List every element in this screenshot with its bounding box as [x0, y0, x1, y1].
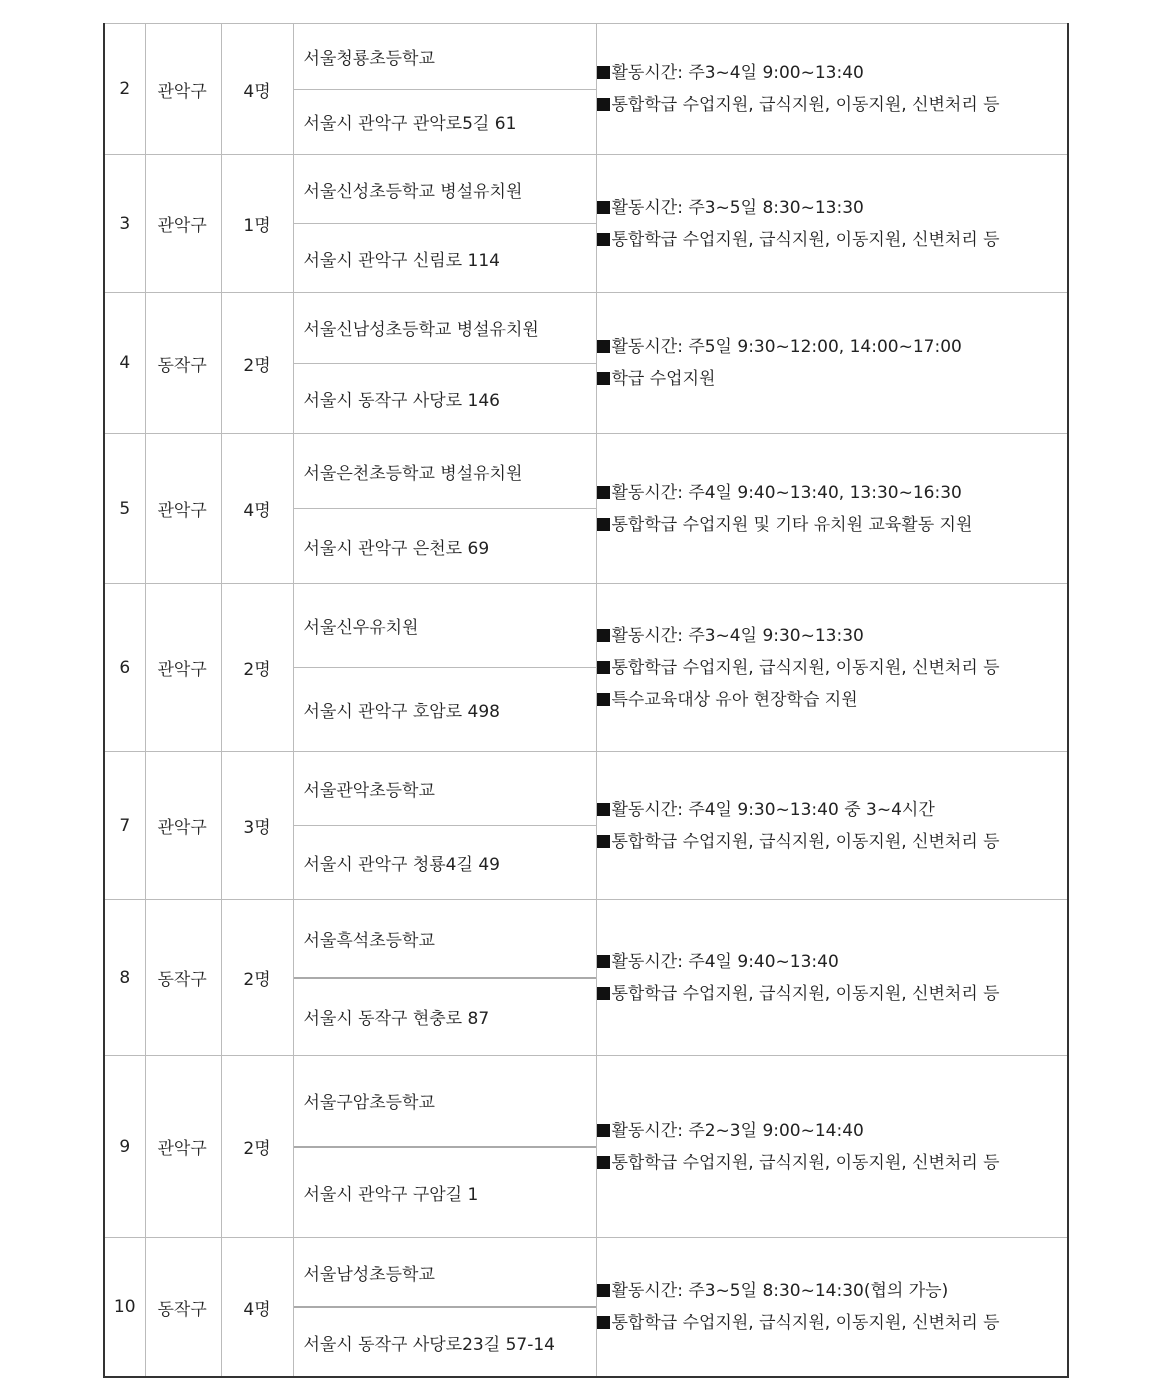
school-address: 서울시 관악구 신림로 114 — [303, 250, 500, 271]
school-cell — [293, 1056, 596, 1238]
square-bullet-icon — [597, 233, 610, 246]
staff-count: 3명 — [221, 752, 293, 900]
detail-line — [597, 224, 1068, 256]
detail-text: 활동시간: 주3~4일 9:30~13:30 — [611, 625, 864, 646]
school-cell — [293, 24, 596, 155]
detail-text: 통합학급 수업지원, 급식지원, 이동지원, 신변처리 등 — [611, 831, 1000, 852]
square-bullet-icon — [597, 693, 610, 706]
school-name: 서울은천초등학교 병설유치원 — [294, 434, 596, 509]
activity-details — [596, 24, 1068, 155]
school-address: 서울시 관악구 청룡4길 49 — [303, 855, 500, 875]
square-bullet-icon — [597, 661, 610, 674]
school-address: 서울시 관악구 은천로 69 — [303, 538, 490, 559]
district: 동작구 — [145, 1238, 221, 1378]
school-cell — [293, 900, 596, 1056]
staff-count: 4명 — [221, 24, 293, 155]
detail-line — [597, 826, 1068, 858]
school-cell — [293, 155, 596, 293]
school-address: 서울시 관악구 호암로 498 — [303, 702, 500, 722]
square-bullet-icon — [597, 955, 610, 968]
detail-line — [597, 1147, 1068, 1179]
school-name: 서울신성초등학교 병설유치원 — [294, 155, 596, 224]
detail-line — [597, 794, 1068, 826]
district: 동작구 — [145, 293, 221, 434]
district: 동작구 — [145, 900, 221, 1056]
square-bullet-icon — [597, 98, 610, 111]
district: 관악구 — [145, 24, 221, 155]
detail-text: 통합학급 수업지원, 급식지원, 이동지원, 신변처리 등 — [611, 1313, 1000, 1333]
square-bullet-icon — [597, 803, 610, 816]
district: 관악구 — [145, 584, 221, 752]
district: 관악구 — [145, 434, 221, 584]
activity-details — [596, 293, 1068, 434]
table-row — [104, 752, 1068, 900]
activity-details — [596, 1056, 1068, 1238]
school-assignment-table — [103, 23, 1069, 1378]
detail-text: 활동시간: 주3~4일 9:00~13:40 — [611, 63, 864, 83]
activity-details — [596, 1238, 1068, 1378]
school-cell — [293, 584, 596, 752]
detail-line — [597, 331, 1068, 363]
detail-line — [597, 192, 1068, 224]
detail-line — [597, 477, 1068, 509]
district: 관악구 — [145, 155, 221, 293]
staff-count: 1명 — [221, 155, 293, 293]
staff-count: 2명 — [221, 1056, 293, 1238]
detail-text: 통합학급 수업지원, 급식지원, 이동지원, 신변처리 등 — [611, 983, 1000, 1004]
school-cell — [293, 293, 596, 434]
row-number: 8 — [104, 900, 145, 1056]
staff-count: 2명 — [221, 293, 293, 434]
detail-line — [597, 946, 1068, 978]
school-cell — [293, 1238, 596, 1378]
detail-line — [597, 57, 1068, 89]
activity-details — [596, 752, 1068, 900]
row-number: 9 — [104, 1056, 145, 1238]
table-row — [104, 900, 1068, 1056]
activity-details — [596, 584, 1068, 752]
school-address: 서울시 관악구 구암길 1 — [303, 1184, 479, 1205]
detail-line — [597, 684, 1068, 716]
table-row — [104, 584, 1068, 752]
detail-text: 활동시간: 주2~3일 9:00~14:40 — [611, 1120, 864, 1141]
square-bullet-icon — [597, 518, 610, 531]
detail-line — [597, 978, 1068, 1010]
staff-count: 2명 — [221, 584, 293, 752]
table-row — [104, 293, 1068, 434]
detail-text: 활동시간: 주4일 9:40~13:40, 13:30~16:30 — [611, 482, 962, 503]
detail-text: 통합학급 수업지원, 급식지원, 이동지원, 신변처리 등 — [611, 657, 1000, 678]
detail-text: 활동시간: 주4일 9:40~13:40 — [611, 951, 839, 972]
detail-text: 활동시간: 주4일 9:30~13:40 중 3~4시간 — [611, 799, 935, 820]
row-number: 6 — [104, 584, 145, 752]
square-bullet-icon — [597, 486, 610, 499]
detail-text: 활동시간: 주5일 9:30~12:00, 14:00~17:00 — [611, 337, 962, 357]
school-name: 서울구암초등학교 — [294, 1056, 596, 1148]
detail-line — [597, 620, 1068, 652]
school-address: 서울시 동작구 사당로23길 57-14 — [303, 1334, 555, 1355]
staff-count: 4명 — [221, 1238, 293, 1378]
detail-line — [597, 509, 1068, 541]
square-bullet-icon — [597, 340, 610, 353]
school-name: 서울청룡초등학교 — [294, 24, 596, 90]
square-bullet-icon — [597, 66, 610, 79]
detail-text: 통합학급 수업지원, 급식지원, 이동지원, 신변처리 등 — [611, 95, 1000, 115]
row-number: 7 — [104, 752, 145, 900]
row-number: 2 — [104, 24, 145, 155]
detail-line — [597, 652, 1068, 684]
detail-text: 통합학급 수업지원, 급식지원, 이동지원, 신변처리 등 — [611, 229, 1000, 250]
square-bullet-icon — [597, 1156, 610, 1169]
table-row — [104, 24, 1068, 155]
square-bullet-icon — [597, 629, 610, 642]
detail-text: 특수교육대상 유아 현장학습 지원 — [611, 689, 858, 710]
school-name: 서울신남성초등학교 병설유치원 — [294, 293, 596, 364]
detail-text: 활동시간: 주3~5일 8:30~14:30(협의 가능) — [611, 1281, 949, 1301]
table-row — [104, 1056, 1068, 1238]
row-number: 5 — [104, 434, 145, 584]
school-address: 서울시 동작구 현충로 87 — [303, 1009, 490, 1030]
square-bullet-icon — [597, 372, 610, 385]
school-address: 서울시 동작구 사당로 146 — [303, 390, 500, 411]
table-row — [104, 155, 1068, 293]
activity-details — [596, 434, 1068, 584]
detail-line — [597, 1275, 1068, 1307]
school-name: 서울신우유치원 — [294, 584, 596, 668]
row-number: 4 — [104, 293, 145, 434]
detail-text: 통합학급 수업지원 및 기타 유치원 교육활동 지원 — [611, 514, 973, 535]
row-number: 3 — [104, 155, 145, 293]
school-name: 서울남성초등학교 — [294, 1238, 596, 1308]
school-name: 서울흑석초등학교 — [294, 900, 596, 979]
school-name: 서울관악초등학교 — [294, 752, 596, 826]
school-cell — [293, 434, 596, 584]
detail-text: 활동시간: 주3~5일 8:30~13:30 — [611, 197, 864, 218]
detail-line — [597, 89, 1068, 121]
detail-line — [597, 1307, 1068, 1339]
square-bullet-icon — [597, 987, 610, 1000]
square-bullet-icon — [597, 1316, 610, 1329]
detail-text: 학급 수업지원 — [611, 369, 716, 389]
district: 관악구 — [145, 752, 221, 900]
table-row — [104, 1238, 1068, 1378]
school-cell — [293, 752, 596, 900]
detail-line — [597, 1115, 1068, 1147]
staff-count: 4명 — [221, 434, 293, 584]
square-bullet-icon — [597, 1124, 610, 1137]
square-bullet-icon — [597, 201, 610, 214]
row-number: 10 — [104, 1238, 145, 1378]
activity-details — [596, 155, 1068, 293]
square-bullet-icon — [597, 835, 610, 848]
table-row — [104, 434, 1068, 584]
district: 관악구 — [145, 1056, 221, 1238]
square-bullet-icon — [597, 1284, 610, 1297]
staff-count: 2명 — [221, 900, 293, 1056]
detail-text: 통합학급 수업지원, 급식지원, 이동지원, 신변처리 등 — [611, 1152, 1000, 1173]
school-address: 서울시 관악구 관악로5길 61 — [303, 114, 517, 135]
activity-details — [596, 900, 1068, 1056]
detail-line — [597, 363, 1068, 395]
